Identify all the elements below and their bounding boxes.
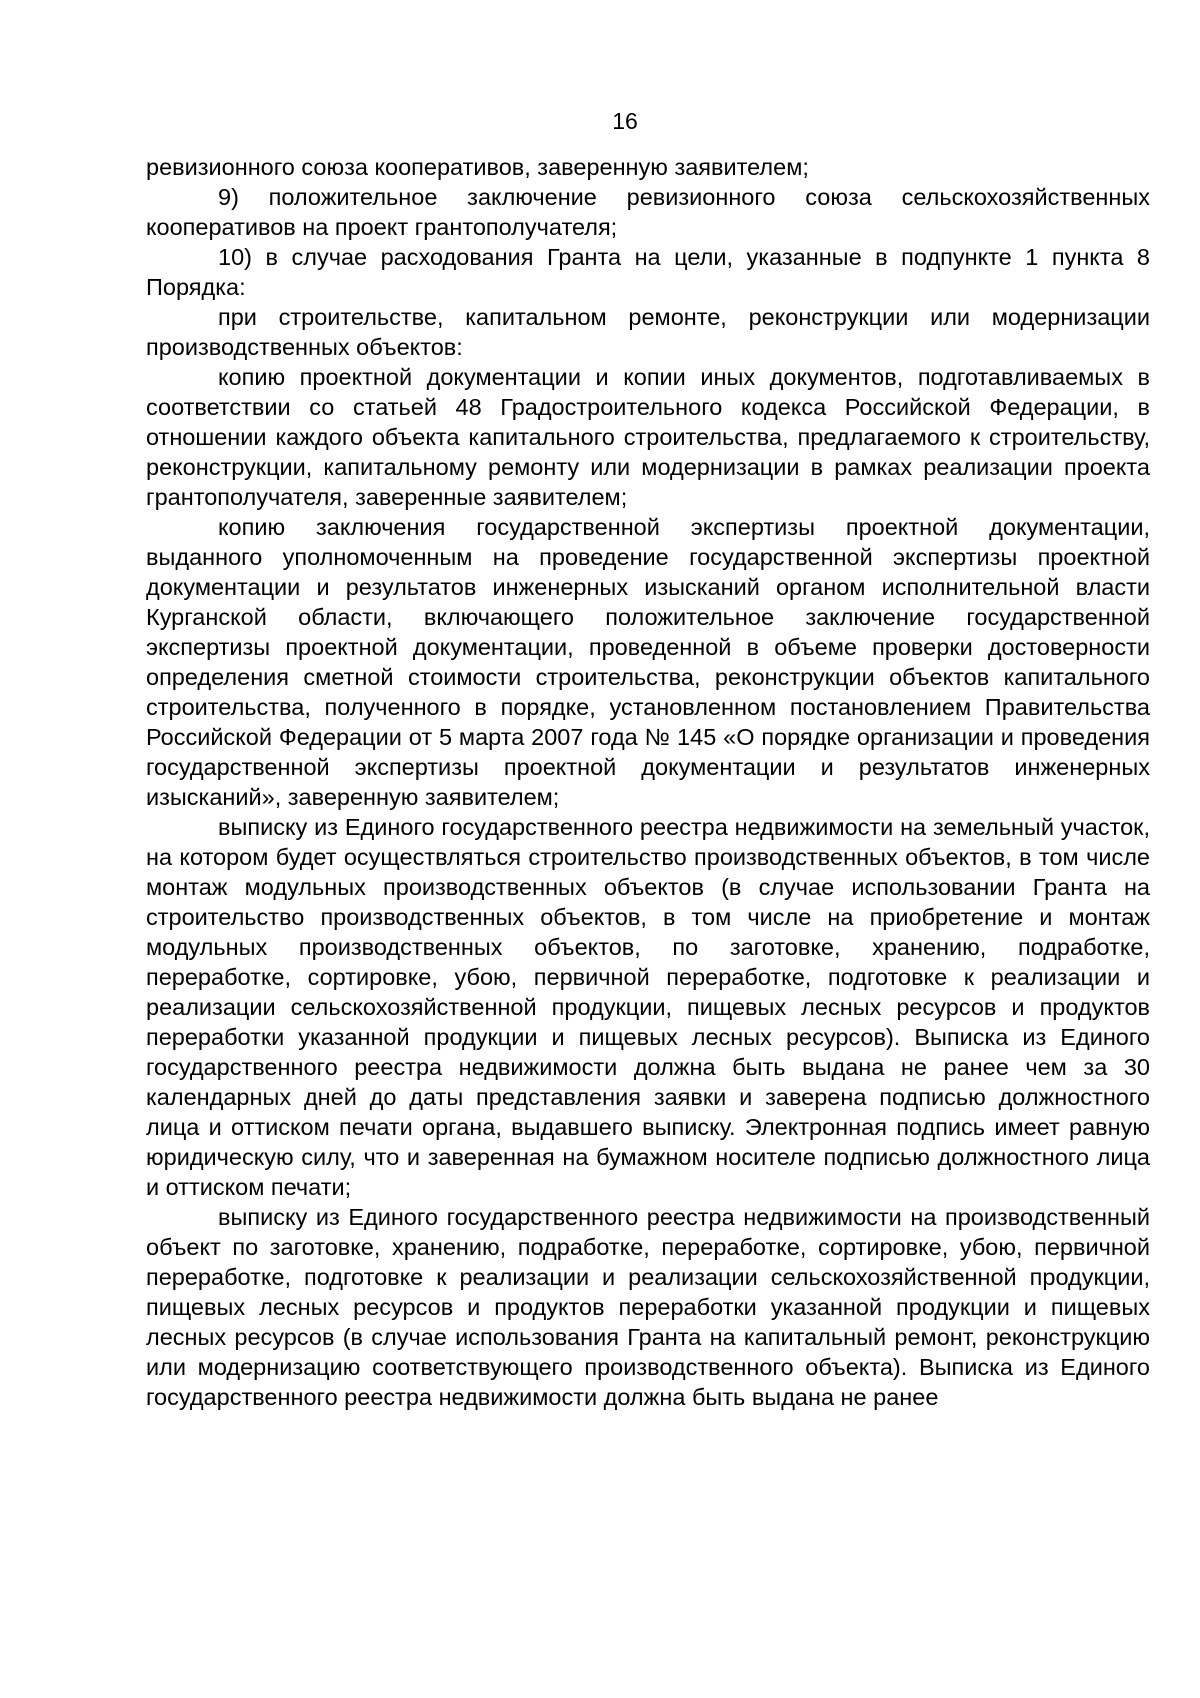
paragraph-expertise-conclusion: копию заключения государственной экспертизы проектной документации, выданного уполномоченным на проведение государственной экспертизы проектной документации и результатов инженерных изысканий органом исполнительной власти Курганской области, включающего положительное заключение государственной экспертизы проектной документации, проведенной в объеме проверки достоверности определения сметной стоимости строительства, реконструкции объектов капитального строительства, полученного в порядке, установленном постановлением Правительства Российской Федерации от 5 марта 2007 года № 145 «О порядке организации и проведения государственной экспертизы проектной документации и результатов инженерных изысканий», заверенную заявителем; bbox=[146, 514, 1150, 810]
page-number: 16 bbox=[612, 108, 638, 134]
paragraph-item-9: 9) положительное заключение ревизионного союза сельскохозяйственных кооперативов на проект грантополучателя; bbox=[146, 184, 1150, 240]
document-body bbox=[146, 152, 1150, 1412]
paragraph-construction-case: при строительстве, капитальном ремонте, реконструкции или модернизации производственных объектов: bbox=[146, 304, 1150, 360]
paragraph-continuation: ревизионного союза кооперативов, заверенную заявителем; bbox=[146, 154, 809, 180]
paragraph-project-documentation: копию проектной документации и копии иных документов, подготавливаемых в соответствии со статьей 48 Градостроительного кодекса Российской Федерации, в отношении каждого объекта капитального строительства, предлагаемого к строительству, реконструкции, капитальному ремонту или модернизации в рамках реализации проекта грантополучателя, заверенные заявителем; bbox=[146, 364, 1150, 510]
paragraph-land-registry-extract: выписку из Единого государственного реестра недвижимости на земельный участок, на котором будет осуществляться строительство производственных объектов, в том числе монтаж модульных производственных объектов (в случае использовании Гранта на строительство производственных объектов, в том числе на приобретение и монтаж модульных производственных объектов, по заготовке, хранению, подработке, переработке, сортировке, убою, первичной переработке, подготовке к реализации и реализации сельскохозяйственной продукции, пищевых лесных ресурсов и продуктов переработки указанной продукции и пищевых лесных ресурсов). Выписка из Единого государственного реестра недвижимости должна быть выдана не ранее чем за 30 календарных дней до даты представления заявки и заверена подписью должностного лица и оттиском печати органа, выдавшего выписку. Электронная подпись имеет равную юридическую силу, что и заверенная на бумажном носителе подписью должностного лица и оттиском печати; bbox=[146, 814, 1150, 1200]
paragraph-item-10: 10) в случае расходования Гранта на цели, указанные в подпункте 1 пункта 8 Порядка: bbox=[146, 244, 1150, 300]
paragraph-facility-registry-extract: выписку из Единого государственного реестра недвижимости на производственный объект по заготовке, хранению, подработке, переработке, сортировке, убою, первичной переработке, подготовке к реализации и реализации сельскохозяйственной продукции, пищевых лесных ресурсов и продуктов переработки указанной продукции и пищевых лесных ресурсов (в случае использования Гранта на капитальный ремонт, реконструкцию или модернизацию соответствующего производственного объекта). Выписка из Единого государственного реестра недвижимости должна быть выдана не ранее bbox=[146, 1204, 1150, 1410]
